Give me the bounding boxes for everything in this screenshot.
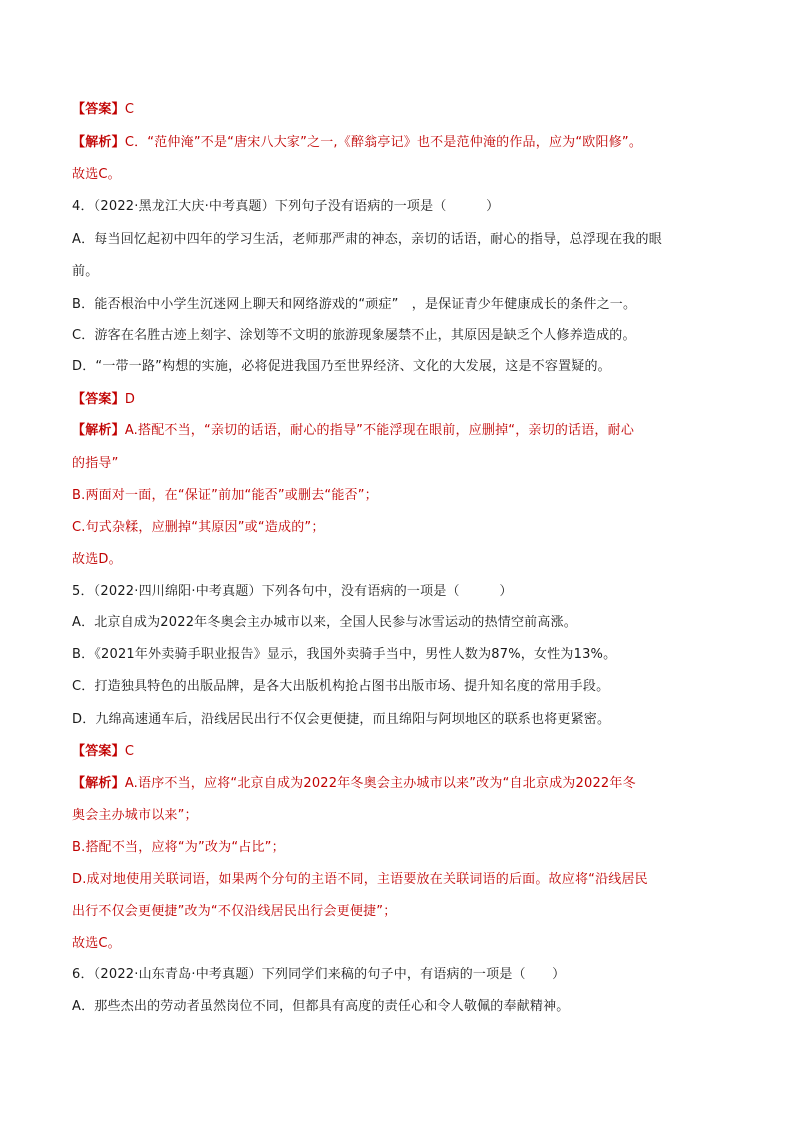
- answer-value: D: [124, 392, 136, 407]
- q3-answer-line: [72, 101, 732, 119]
- answer-tag: 【答案】: [72, 392, 125, 407]
- q4-analysis-line: [72, 422, 732, 440]
- q5-analysis-line: [72, 775, 732, 793]
- q4-option-c: C．游客在名胜古迹上刻字、涂划等不文明的旅游现象屡禁不止，其原因是缺乏个人修养造成的。: [72, 328, 636, 343]
- q5-option-b: B．《2021年外卖骑手职业报告》显示，我国外卖骑手当中，男性人数为87%，女性为13%。: [72, 647, 617, 662]
- q4-option-a-cont: 前。: [72, 264, 99, 279]
- q4-stem: 4．（2022·黑龙江大庆·中考真题）下列句子没有语病的一项是（ ）: [72, 199, 500, 214]
- answer-value: C: [124, 744, 135, 759]
- answer-tag: 【答案】: [72, 102, 125, 117]
- q5-analysis-d: D.成对地使用关联词语，如果两个分句的主语不同，主语要放在关联词语的后面。故应将“沿线居民: [72, 872, 648, 887]
- q5-option-a: A．北京自成为2022年冬奥会主办城市以来，全国人民参与冰雪运动的热情空前高涨。: [72, 615, 577, 630]
- q5-analysis-d-cont: 出行不仅会更便捷”改为“不仅沿线居民出行会更便捷”；: [72, 904, 397, 919]
- q4-option-a: A．每当回忆起初中四年的学习生活，老师那严肃的神态，亲切的话语，耐心的指导，总浮现在我的眼: [72, 232, 662, 247]
- q5-stem: 5．（2022·四川绵阳·中考真题）下列各句中，没有语病的一项是（ ）: [72, 584, 513, 599]
- answer-value: C: [124, 102, 135, 117]
- q4-analysis-b: B.两面对一面，在“保证”前加“能否”或删去“能否”；: [72, 488, 378, 503]
- q5-analysis-cont: 奥会主办城市以来”；: [72, 808, 198, 823]
- analysis-text: A.语序不当，应将“北京自成为2022年冬奥会主办城市以来”改为“自北京成为2022年冬: [124, 776, 636, 791]
- analysis-tag: 【解析】: [72, 776, 125, 791]
- q4-option-d: D．“一带一路”构想的实施，必将促进我国乃至世界经济、文化的大发展，这是不容置疑的。: [72, 359, 611, 374]
- analysis-tag: 【解析】: [72, 423, 125, 438]
- answer-tag: 【答案】: [72, 744, 125, 759]
- analysis-text: C．“范仲淹”不是“唐宋八大家”之一,《醉翁亭记》也不是范仲淹的作品，应为“欧阳修”。: [124, 135, 643, 150]
- q5-option-d: D．九绵高速通车后，沿线居民出行不仅会更便捷，而且绵阳与阿坝地区的联系也将更紧密。: [72, 712, 611, 727]
- q6-option-a: A．那些杰出的劳动者虽然岗位不同，但都具有高度的责任心和令人敬佩的奉献精神。: [72, 999, 570, 1014]
- q4-analysis-conclusion: 故选D。: [72, 552, 122, 567]
- q4-option-b: B．能否根治中小学生沉迷网上聊天和网络游戏的“顽症” ，是保证青少年健康成长的条件之一。: [72, 297, 637, 312]
- q5-answer-line: [72, 743, 732, 761]
- analysis-tag: 【解析】: [72, 135, 125, 150]
- q3-analysis-line: [72, 134, 732, 152]
- q5-option-c: C．打造独具特色的出版品牌，是各大出版机构抢占图书出版市场、提升知名度的常用手段。: [72, 679, 610, 694]
- q4-analysis-cont: 的指导”: [72, 456, 119, 471]
- q4-analysis-c: C.句式杂糅，应删掉“其原因”或“造成的”；: [72, 520, 325, 535]
- analysis-text: A.搭配不当，“亲切的话语，耐心的指导”不能浮现在眼前，应删掉“，亲切的话语，耐心: [124, 423, 635, 438]
- q6-stem: 6．（2022·山东青岛·中考真题）下列同学们来稿的句子中，有语病的一项是（ ）: [72, 967, 566, 982]
- q5-analysis-conclusion: 故选C。: [72, 936, 121, 951]
- q5-analysis-b: B.搭配不当，应将“为”改为“占比”；: [72, 840, 285, 855]
- q4-answer-line: [72, 391, 732, 409]
- q3-analysis-conclusion: 故选C。: [72, 167, 121, 182]
